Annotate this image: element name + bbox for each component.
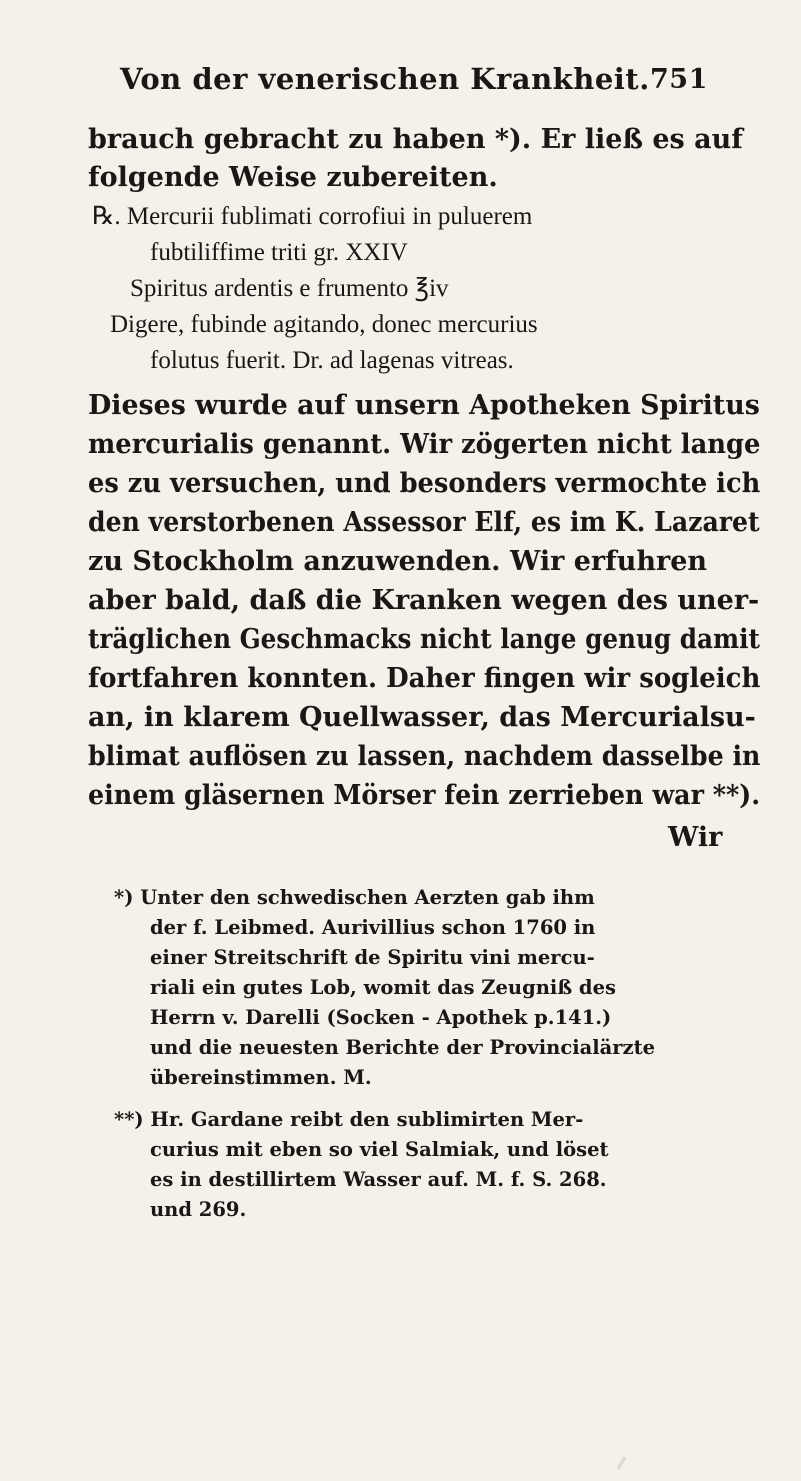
recipe-line: fubtiliffime triti gr. XXIV	[150, 239, 408, 266]
text-line: es zu versuchen, und besonders vermochte ich	[88, 468, 761, 499]
footnote-line: einer Streitschrift de Spiritu vini mercu-	[150, 946, 595, 969]
footnote-line: curius mit eben so viel Salmiak, und löset	[150, 1138, 609, 1161]
footnote-line: *) Unter den schwedischen Aerzten gab ihm	[114, 886, 595, 909]
recipe-line: Digere, fubinde agitando, donec mercurius	[110, 311, 538, 338]
text-line: fortfahren konnten. Daher fingen wir sogleich	[88, 663, 761, 694]
text-line: an, in klarem Quellwasser, das Mercurialsu-	[88, 702, 756, 733]
text-line: brauch gebracht zu haben *). Er ließ es auf	[88, 124, 743, 155]
footnote-line: und 269.	[150, 1198, 247, 1221]
recipe-line: folutus fuerit. Dr. ad lagenas vitreas.	[150, 347, 514, 374]
text-line: Dieses wurde auf unsern Apotheken Spiritus	[88, 390, 760, 421]
paper-mark	[617, 1456, 627, 1470]
footnote-line: riali ein gutes Lob, womit das Zeugniß des	[150, 976, 616, 999]
text-line: folgende Weise zubereiten.	[88, 162, 498, 193]
footnote-line: **) Hr. Gardane reibt den sublimirten Mer-	[114, 1108, 584, 1131]
footnote-line: der f. Leibmed. Aurivillius schon 1760 in	[150, 916, 596, 939]
text-line: mercurialis genannt. Wir zögerten nicht lange	[88, 429, 761, 460]
text-line: träglichen Geschmacks nicht lange genug damit	[88, 624, 760, 655]
recipe-line: ℞. Mercurii fublimati corrofiui in puluerem	[92, 203, 533, 230]
text-line: blimat auflösen zu lassen, nachdem dasselbe in	[88, 741, 761, 772]
header-title: Von der venerischen Krankheit.	[120, 62, 650, 96]
footnote-line: übereinstimmen. M.	[150, 1066, 372, 1089]
footnote-line: und die neuesten Berichte der Provincialärzte	[150, 1036, 656, 1059]
catchword: Wir	[668, 822, 723, 853]
text-line: aber bald, daß die Kranken wegen des uner-	[88, 585, 760, 616]
footnote-divider	[88, 868, 728, 869]
page-number: 751	[650, 64, 708, 95]
text-line: den verstorbenen Assessor Elf, es im K. Lazaret	[88, 507, 760, 538]
text-line: zu Stockholm anzuwenden. Wir erfuhren	[88, 546, 708, 577]
recipe-line: Spiritus ardentis e frumento ℥iv	[130, 275, 449, 302]
footnote-line: es in destillirtem Wasser auf. M. f. S. 268.	[150, 1168, 607, 1191]
footnote-line: Herrn v. Darelli (Socken - Apothek p.141.)	[150, 1006, 612, 1029]
text-line: einem gläsernen Mörser fein zerrieben war **).	[88, 780, 761, 811]
